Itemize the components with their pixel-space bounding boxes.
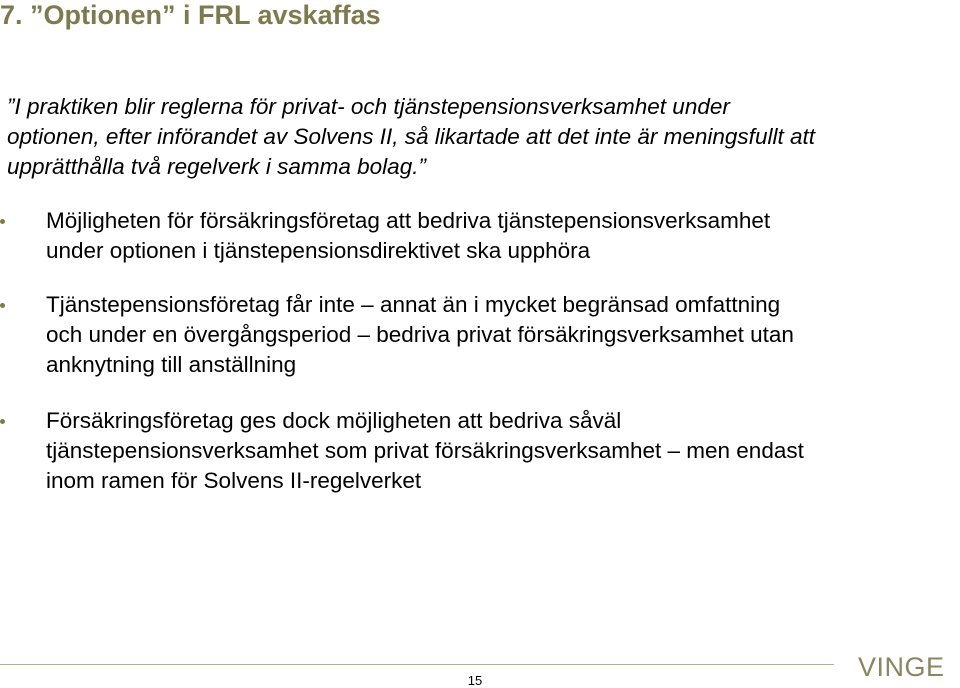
bullet-text [46,406,950,496]
bullet-line: och under en övergångsperiod – bedriva privat försäkringsverksamhet utan [46,322,794,347]
bullet-line: anknytning till anställning [46,352,297,377]
quote-block [7,92,952,182]
quote-line: optionen, efter införandet av Solvens II, så likartade att det inte är meningsfullt att [7,124,815,149]
footer-divider [0,664,834,665]
bullet-line: tjänstepensionsverksamhet som privat försäkringsverksamhet – men endast [46,438,804,463]
bullet-line: under optionen i tjänstepensionsdirektivet ska upphöra [46,238,591,263]
quote-line: ”I praktiken blir reglerna för privat- och tjänstepensionsverksamhet under [7,94,730,119]
slide-title: 7. ”Optionen” i FRL avskaffas [0,0,381,30]
vinge-logo: VINGE [858,652,945,682]
bullet-line: inom ramen för Solvens II-regelverket [46,468,422,493]
bullet-line: Tjänstepensionsföretag får inte – annat än i mycket begränsad omfattning [46,292,781,317]
bullet-dot-icon [0,303,5,308]
page-number: 15 [467,673,483,688]
bullet-dot-icon [0,219,5,224]
bullet-line: Möjligheten för försäkringsföretag att bedriva tjänstepensionsverksamhet [46,208,771,233]
bullet-line: Försäkringsföretag ges dock möjligheten att bedriva såväl [46,408,622,433]
bullet-dot-icon [0,419,5,424]
bullet-text [46,206,950,266]
bullet-text [46,290,950,380]
quote-line: upprätthålla två regelverk i samma bolag.” [7,154,426,179]
